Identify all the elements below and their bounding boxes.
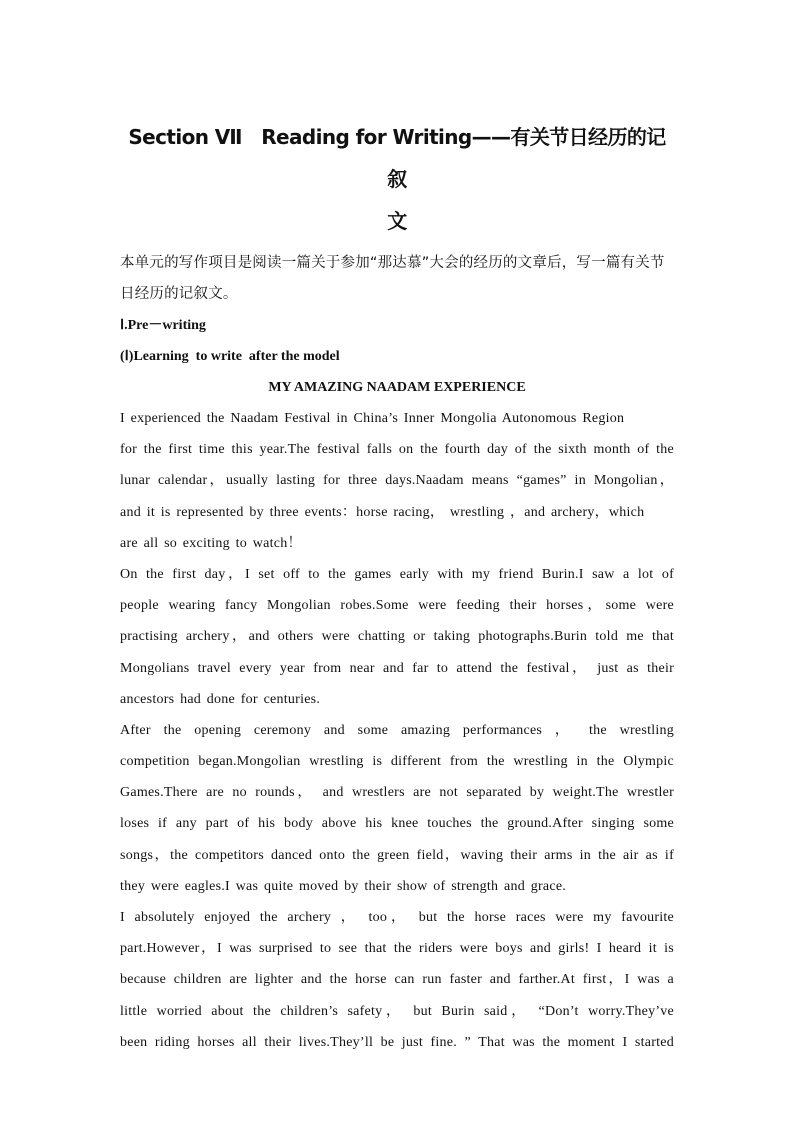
title-line-2: 文 [387,209,407,233]
text-line: little worried about the children’s safety， but Burin said， “Don’t worry.They’ve [120,1003,674,1019]
paragraph-4 [120,902,674,1058]
paragraph-3 [120,715,674,902]
text-line: they were eagles.I was quite moved by their show of strength and grace. [120,878,567,894]
text-line: Mongolians travel every year from near and far to attend the festival， just as their [120,660,674,676]
text-line: for the first time this year.The festival falls on the fourth day of the sixth month of the [120,442,674,458]
page-title [120,116,674,242]
article-title: MY AMAZING NAADAM EXPERIENCE [268,380,526,395]
section-label: Ⅰ.Pre－writing [120,318,206,333]
paragraph-2 [120,559,674,715]
text-line: lunar calendar，usually lasting for three days.Naadam means “games” in Mongolian， [120,473,674,489]
text-line: competition began.Mongolian wrestling is different from the wrestling in the Olympic [120,754,674,770]
text-line: I experienced the Naadam Festival in China’s Inner Mongolia Autonomous Region [120,411,625,426]
text-line: are all so exciting to watch！ [120,535,302,551]
text-line: On the first day，I set off to the games early with my friend Burin.I saw a lot of [120,566,674,582]
document-page [120,116,674,1058]
text-line: Games.There are no rounds， and wrestlers are not separated by weight.The wrestler [120,785,674,801]
text-line: been riding horses all their lives.They’ll be just fine. ” That was the moment I started [120,1034,674,1050]
text-line: loses if any part of his body above his knee touches the ground.After singing some [120,816,674,832]
text-line: practising archery，and others were chatting or taking photographs.Burin told me that [120,629,674,645]
text-line: ancestors had done for centuries. [120,691,321,707]
intro-paragraph: 本单元的写作项目是阅读一篇关于参加“那达慕”大会的经历的文章后，写一篇有关节日经历的记叙文。 [120,255,665,302]
sub-section-label: (Ⅰ)Learning to write after the model [120,349,340,364]
text-line: songs，the competitors danced onto the green field，waving their arms in the air as if [120,847,674,863]
text-line: After the opening ceremony and some amazing performances ， the wrestling [120,722,674,738]
text-line: and it is represented by three events：horse racing， wrestling ，and archery，which [120,504,645,520]
text-line: because children are lighter and the horse can run faster and farther.At first，I was a [120,972,674,988]
article-body [120,403,674,1058]
title-line-1: Section Ⅶ Reading for Writing——有关节日经历的记叙 [128,125,666,191]
paragraph-1 [120,403,674,559]
text-line: people wearing fancy Mongolian robes.Some were feeding their horses，some were [120,598,674,614]
text-line: part.However，I was surprised to see that the riders were boys and girls! I heard it is [120,941,674,957]
text-line: I absolutely enjoyed the archery ， too， but the horse races were my favourite [120,910,674,925]
